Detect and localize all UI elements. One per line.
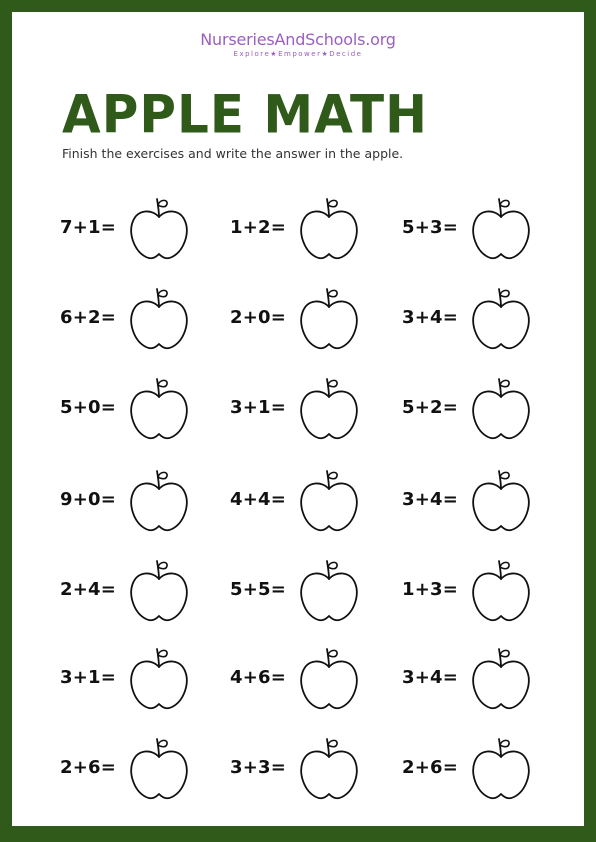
instructions: Finish the exercises and write the answer in the apple. (62, 146, 404, 161)
exercise-expression: 2+6= (402, 757, 459, 778)
exercise-item (402, 195, 552, 275)
apple-answer-icon[interactable] (294, 285, 364, 355)
exercise-expression: 3+4= (402, 307, 459, 328)
apple-answer-icon[interactable] (466, 735, 536, 805)
exercise-expression: 5+3= (402, 217, 459, 238)
apple-answer-icon[interactable] (124, 375, 194, 445)
exercise-expression: 3+4= (402, 667, 459, 688)
exercise-expression: 4+4= (230, 489, 287, 510)
exercise-item (230, 285, 380, 365)
apple-answer-icon[interactable] (466, 645, 536, 715)
site-logo (12, 30, 584, 58)
exercise-item (60, 375, 210, 455)
exercise-item (60, 285, 210, 365)
exercise-item (60, 195, 210, 275)
exercise-expression: 5+5= (230, 579, 287, 600)
logo-tagline: Explore★Empower★Decide (233, 50, 363, 58)
exercise-expression: 1+2= (230, 217, 287, 238)
logo-name: NurseriesAndSchools.org (200, 30, 396, 49)
exercise-expression: 3+3= (230, 757, 287, 778)
exercise-expression: 2+4= (60, 579, 117, 600)
page-title: APPLE MATH (62, 84, 428, 145)
apple-answer-icon[interactable] (294, 375, 364, 445)
apple-answer-icon[interactable] (124, 645, 194, 715)
exercise-item (402, 375, 552, 455)
exercise-expression: 1+3= (402, 579, 459, 600)
apple-answer-icon[interactable] (466, 375, 536, 445)
exercise-item (402, 285, 552, 365)
exercise-expression: 3+1= (230, 397, 287, 418)
exercise-item (230, 195, 380, 275)
exercise-expression: 9+0= (60, 489, 117, 510)
exercise-expression: 5+2= (402, 397, 459, 418)
worksheet-page (12, 12, 584, 826)
apple-answer-icon[interactable] (466, 285, 536, 355)
exercise-item (230, 467, 380, 547)
exercise-expression: 5+0= (60, 397, 117, 418)
exercise-expression: 7+1= (60, 217, 117, 238)
apple-answer-icon[interactable] (294, 557, 364, 627)
exercise-item (60, 735, 210, 815)
exercise-item (230, 375, 380, 455)
apple-answer-icon[interactable] (294, 735, 364, 805)
exercise-item (60, 467, 210, 547)
apple-answer-icon[interactable] (466, 467, 536, 537)
exercise-expression: 6+2= (60, 307, 117, 328)
apple-answer-icon[interactable] (124, 557, 194, 627)
apple-answer-icon[interactable] (466, 557, 536, 627)
exercise-expression: 4+6= (230, 667, 287, 688)
exercise-item (230, 645, 380, 725)
exercise-item (60, 557, 210, 637)
exercise-item (60, 645, 210, 725)
exercise-expression: 3+4= (402, 489, 459, 510)
apple-answer-icon[interactable] (124, 285, 194, 355)
apple-answer-icon[interactable] (124, 195, 194, 265)
exercise-item (230, 735, 380, 815)
apple-answer-icon[interactable] (466, 195, 536, 265)
exercise-item (402, 557, 552, 637)
apple-answer-icon[interactable] (124, 467, 194, 537)
apple-answer-icon[interactable] (124, 735, 194, 805)
exercise-item (230, 557, 380, 637)
exercise-expression: 2+6= (60, 757, 117, 778)
exercise-item (402, 467, 552, 547)
apple-answer-icon[interactable] (294, 645, 364, 715)
exercise-expression: 2+0= (230, 307, 287, 328)
exercise-expression: 3+1= (60, 667, 117, 688)
apple-answer-icon[interactable] (294, 195, 364, 265)
exercise-item (402, 645, 552, 725)
exercise-item (402, 735, 552, 815)
apple-answer-icon[interactable] (294, 467, 364, 537)
